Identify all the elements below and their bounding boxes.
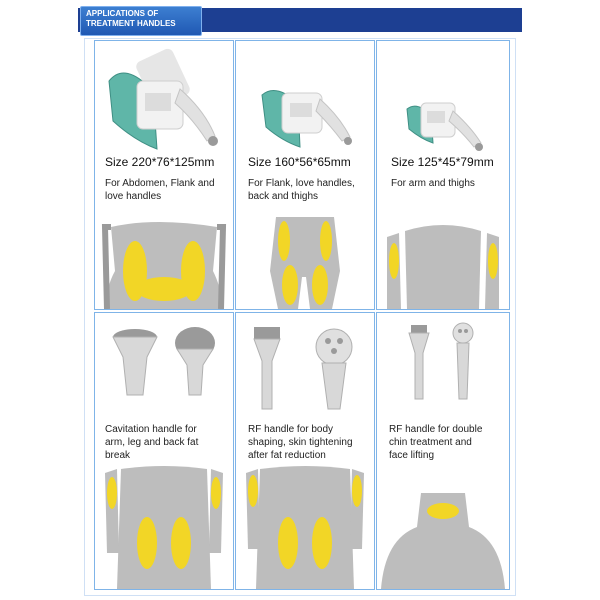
panel-rf-body-handle [235,312,375,590]
panel-2-size: Size 160*56*65mm [248,155,351,169]
panel-6-desc-line-1: RF handle for double [389,424,483,435]
panel-1-size: Size 220*76*125mm [105,155,215,169]
arm-leg-body-illustration [95,313,233,589]
body-shaping-illustration [236,313,374,589]
panel-3-desc-line-1: For arm and thighs [391,178,475,189]
panel-5-desc-line-3: after fat reduction [248,450,326,461]
panel-4-desc-line-3: break [105,450,131,461]
panel-6-desc-line-2: chin treatment and [389,437,472,448]
panel-4-desc-line-1: Cavitation handle for [105,424,197,435]
panel-6-desc-line-3: face lifting [389,450,435,461]
panel-cavitation-handle [94,312,234,590]
panel-1-desc-line-2: love handles [105,191,162,202]
panel-rf-face-handle [376,312,510,590]
panel-medium-handle [235,40,375,310]
panel-3-size: Size 125*45*79mm [391,155,494,169]
panel-5-desc-line-1: RF handle for body [248,424,334,435]
arm-thigh-body-illustration [377,41,509,309]
header-title-line-1: APPLICATIONS OF [86,9,159,18]
panel-1-desc-line-1: For Abdomen, Flank and [105,178,215,189]
panel-large-handle [94,40,234,310]
flank-body-illustration [236,41,374,309]
panel-2-desc-line-1: For Flank, love handles, [248,178,355,189]
panel-small-handle [376,40,510,310]
header-title [86,9,176,29]
abdomen-body-illustration [95,41,233,309]
chin-neck-illustration [377,313,509,589]
panel-2-desc-line-2: back and thighs [248,191,319,202]
panel-5-desc-line-2: shaping, skin tightening [248,437,353,448]
header-title-line-2: TREATMENT HANDLES [86,19,176,28]
panel-4-desc-line-2: arm, leg and back fat [105,437,199,448]
